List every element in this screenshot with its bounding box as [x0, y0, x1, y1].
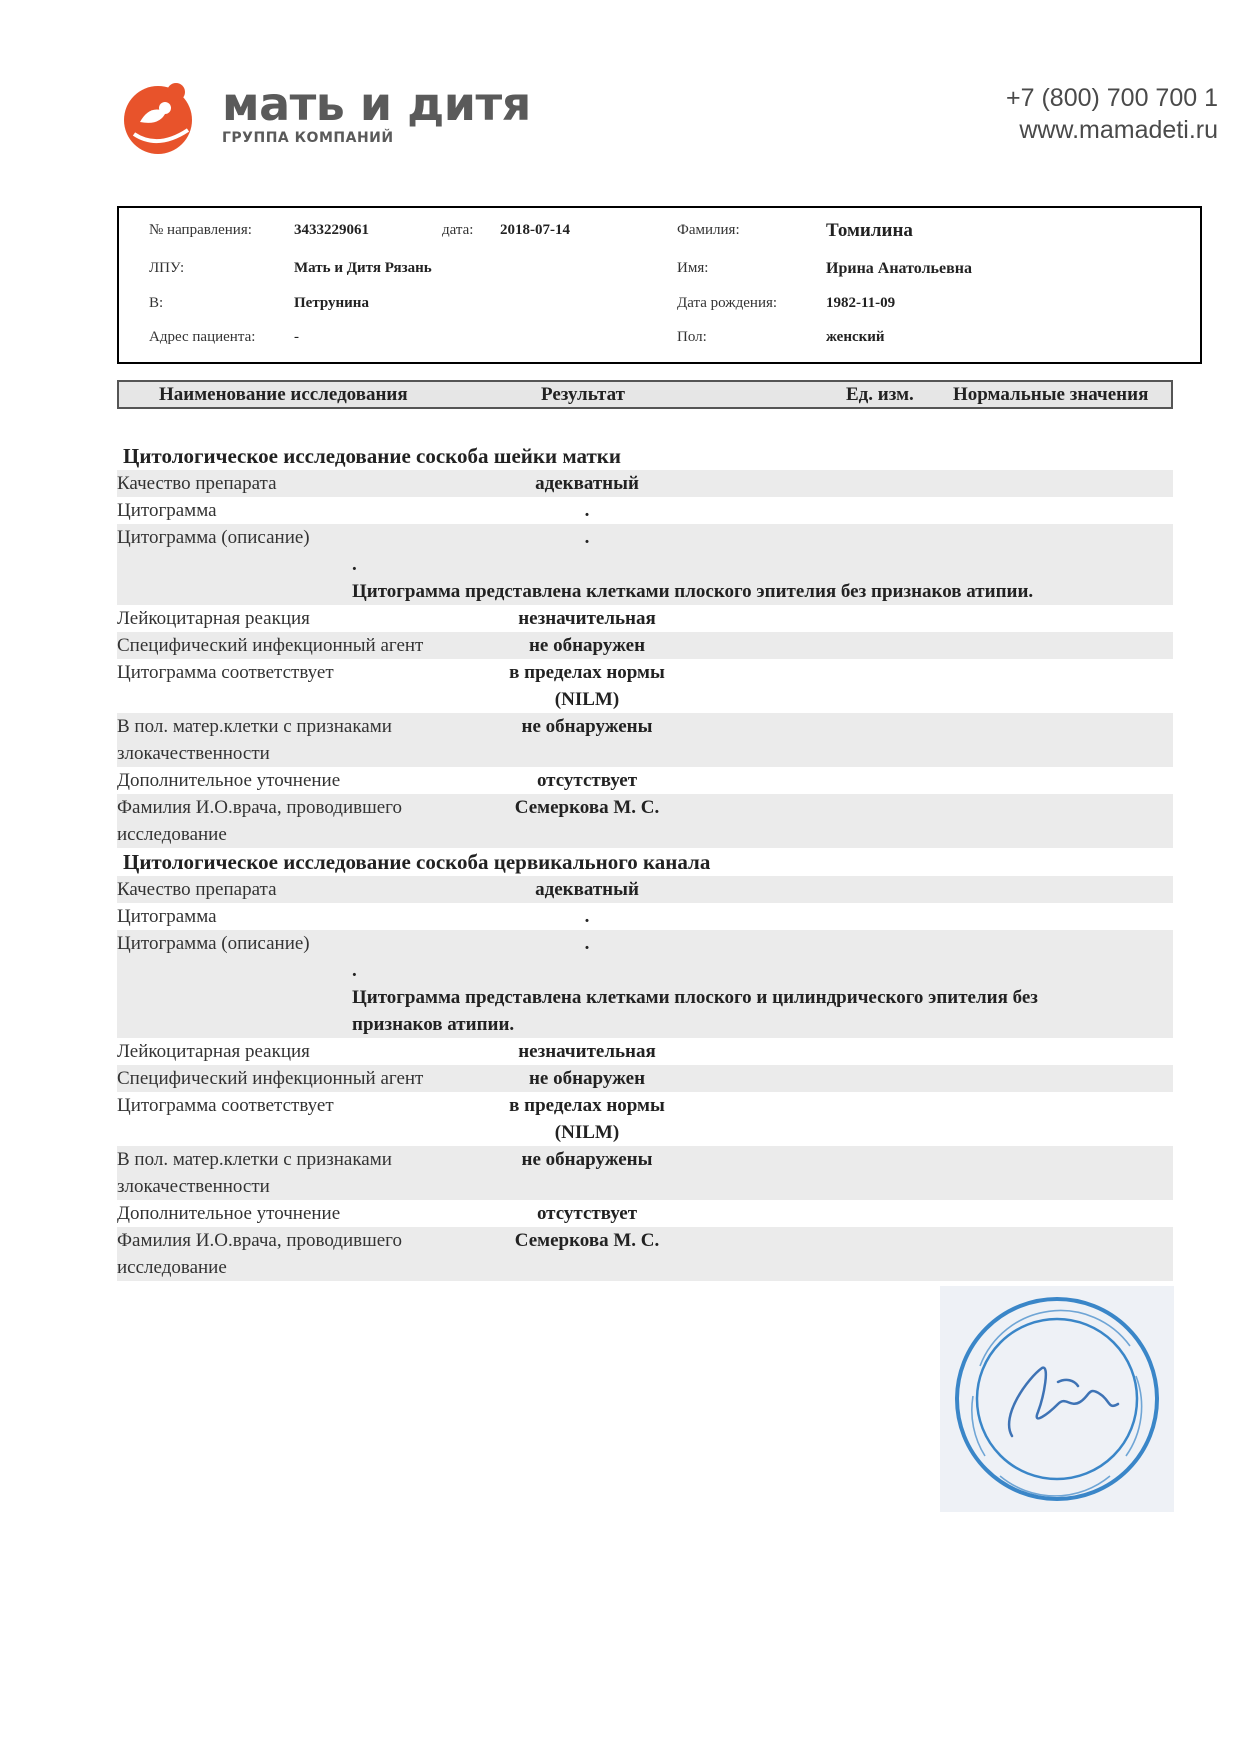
surname-value: Томилина [826, 220, 913, 241]
row-result: в пределах нормы [509, 662, 665, 683]
row-name: В пол. матер.клетки с признаками [117, 716, 392, 737]
row-result: незначительная [518, 608, 656, 629]
row-name: Качество препарата [117, 473, 277, 494]
row-name: Цитограмма [117, 906, 217, 927]
result-row [117, 659, 1173, 713]
result-row [117, 470, 1173, 497]
address-value: - [294, 329, 299, 345]
result-row [117, 876, 1173, 903]
description-dot: . [352, 554, 357, 575]
result-row [117, 794, 1173, 848]
row-name: Цитограмма (описание) [117, 527, 310, 548]
stamp-seal-icon [940, 1286, 1174, 1512]
row-name: В пол. матер.клетки с признаками [117, 1149, 392, 1170]
row-description-line2: признаков атипии. [352, 1014, 515, 1035]
birth-value: 1982-11-09 [826, 295, 896, 311]
row-name-line2: исследование [117, 1257, 227, 1278]
phone-number: +7 (800) 700 700 1 [1006, 84, 1218, 112]
row-result: . [584, 906, 590, 927]
lpu-label: ЛПУ: [149, 260, 185, 276]
row-result: Семеркова М. С. [514, 1230, 660, 1251]
address-label: Адрес пациента: [149, 329, 256, 345]
row-result: в пределах нормы [509, 1095, 665, 1116]
row-result: адекватный [535, 879, 639, 900]
result-row [117, 605, 1173, 632]
result-row [117, 1038, 1173, 1065]
row-name: Лейкоцитарная реакция [117, 608, 310, 629]
website-link[interactable]: www.mamadeti.ru [1019, 116, 1218, 144]
doctor-value: Петрунина [294, 295, 369, 311]
result-row [117, 1227, 1173, 1281]
row-name: Фамилия И.О.врача, проводившего [117, 1230, 402, 1251]
logo-subtitle: ГРУППА КОМПАНИЙ [222, 130, 394, 146]
row-result: . [584, 527, 590, 548]
section-title: Цитологическое исследование соскоба цервикального канала [123, 850, 711, 874]
surname-label: Фамилия: [677, 222, 740, 238]
col-header-unit: Ед. изм. [846, 384, 914, 405]
result-row [117, 767, 1173, 794]
logo-icon [118, 78, 202, 156]
referral-label: № направления: [149, 222, 252, 238]
row-result: Семеркова М. С. [514, 797, 660, 818]
result-row [117, 930, 1173, 1038]
result-row [117, 903, 1173, 930]
row-name: Цитограмма (описание) [117, 933, 310, 954]
row-description: Цитограмма представлена клетками плоского и цилиндрического эпителия без [352, 987, 1038, 1008]
row-result: незначительная [518, 1041, 656, 1062]
row-description: Цитограмма представлена клетками плоского эпителия без признаков атипии. [352, 581, 1034, 602]
col-header-name: Наименование исследования [159, 384, 408, 405]
result-row [117, 497, 1173, 524]
row-name-line2: злокачественности [117, 743, 270, 764]
row-name: Дополнительное уточнение [117, 1203, 341, 1224]
name-label: Имя: [677, 260, 709, 276]
results-table-header [117, 380, 1173, 409]
col-header-result: Результат [541, 384, 625, 405]
result-row [117, 1146, 1173, 1200]
row-result-line2: (NILM) [554, 689, 620, 710]
row-name-line2: исследование [117, 824, 227, 845]
referral-value: 3433229061 [294, 222, 369, 238]
section-title: Цитологическое исследование соскоба шейки матки [123, 444, 621, 468]
lpu-value: Мать и Дитя Рязань [294, 260, 432, 276]
row-name: Дополнительное уточнение [117, 770, 341, 791]
row-name: Фамилия И.О.врача, проводившего [117, 797, 402, 818]
result-row [117, 713, 1173, 767]
row-result: не обнаружены [521, 716, 653, 737]
row-name: Качество препарата [117, 879, 277, 900]
results-body [117, 442, 1173, 1281]
result-row [117, 1200, 1173, 1227]
row-name: Цитограмма соответствует [117, 662, 334, 683]
birth-label: Дата рождения: [677, 295, 778, 311]
description-dot: . [352, 960, 357, 981]
row-result: отсутствует [536, 770, 638, 791]
doctor-label: В: [149, 295, 164, 311]
date-label: дата: [442, 222, 474, 238]
row-result: . [584, 500, 590, 521]
row-result-line2: (NILM) [554, 1122, 620, 1143]
result-row [117, 1092, 1173, 1146]
row-name-line2: злокачественности [117, 1176, 270, 1197]
row-result: не обнаружен [528, 635, 646, 656]
row-name: Специфический инфекционный агент [117, 1068, 424, 1089]
result-row [117, 1065, 1173, 1092]
row-result: не обнаружен [528, 1068, 646, 1089]
result-row [117, 632, 1173, 659]
sex-value: женский [826, 329, 885, 345]
row-result: . [584, 933, 590, 954]
result-row [117, 524, 1173, 605]
logo-title: мать и дитя [222, 77, 531, 131]
row-name: Специфический инфекционный агент [117, 635, 424, 656]
col-header-normal: Нормальные значения [953, 384, 1149, 405]
row-result: не обнаружены [521, 1149, 653, 1170]
sex-label: Пол: [677, 329, 707, 345]
contact-block [1006, 82, 1218, 146]
patient-info-box [117, 206, 1202, 364]
row-name: Цитограмма соответствует [117, 1095, 334, 1116]
row-result: адекватный [535, 473, 639, 494]
row-name: Цитограмма [117, 500, 217, 521]
date-value: 2018-07-14 [500, 222, 570, 238]
row-name: Лейкоцитарная реакция [117, 1041, 310, 1062]
row-result: отсутствует [536, 1203, 638, 1224]
name-value: Ирина Анатольевна [826, 260, 972, 277]
